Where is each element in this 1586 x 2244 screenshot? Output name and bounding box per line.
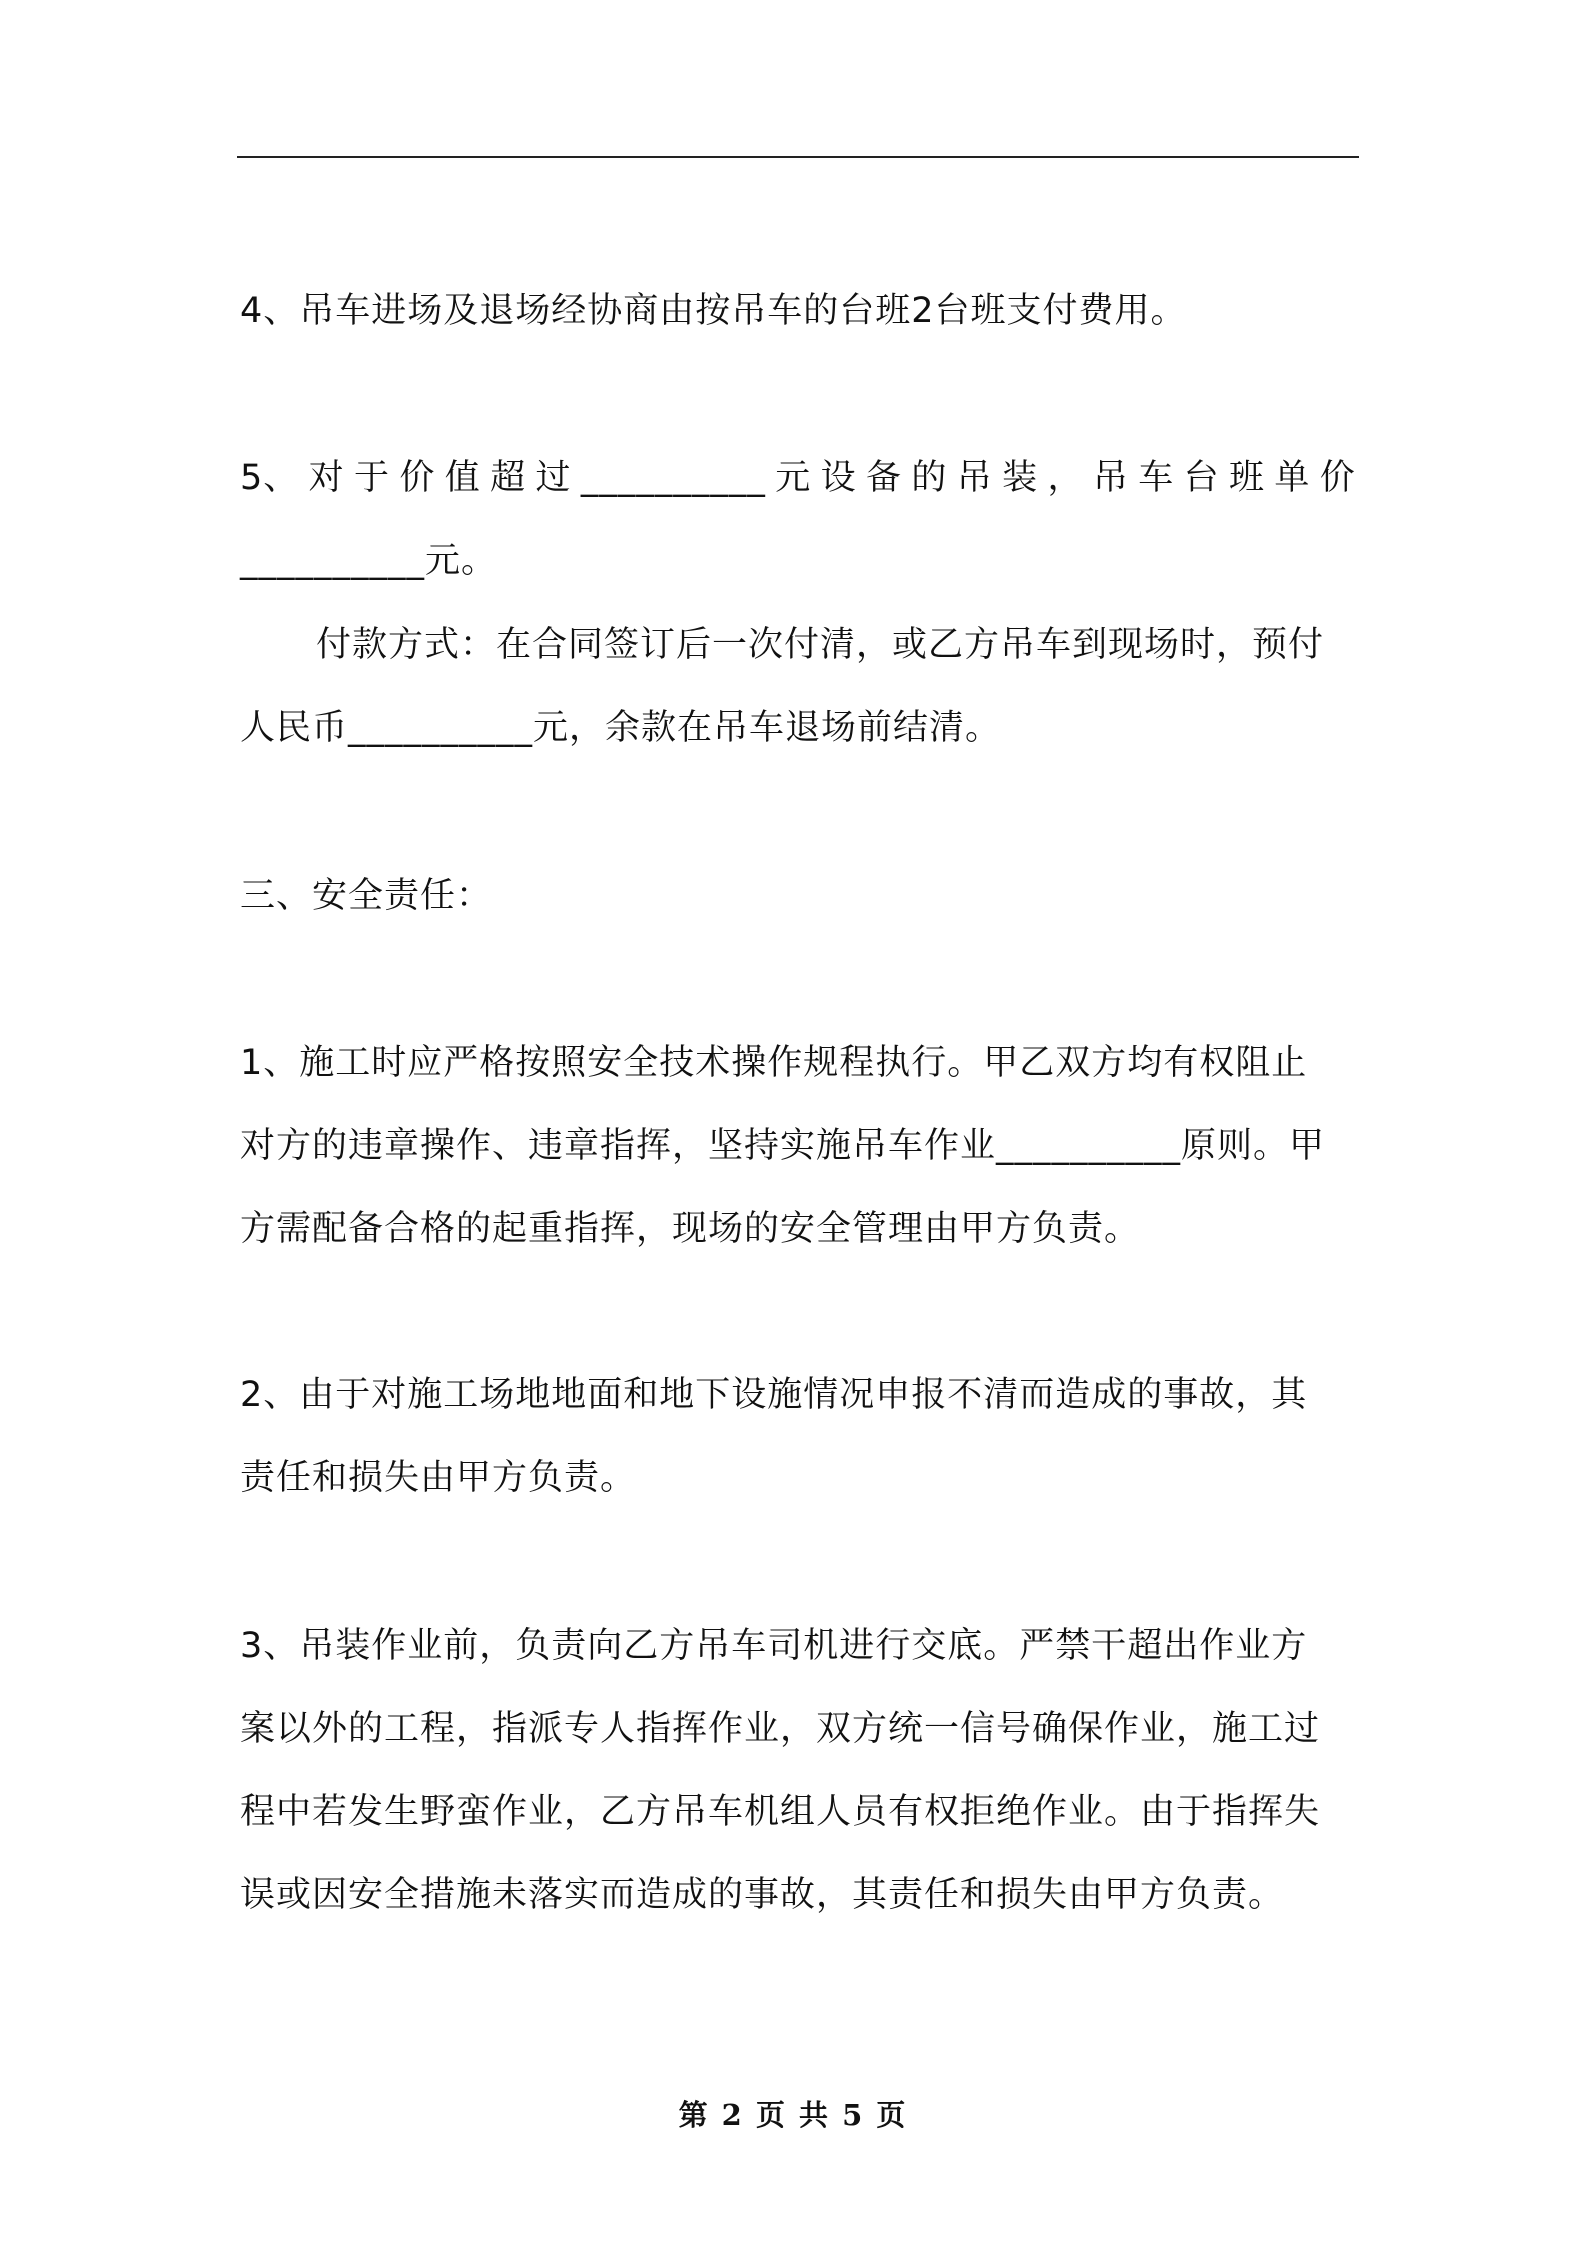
item-5-char: 对 bbox=[308, 458, 345, 498]
item-5-char: 价 bbox=[399, 458, 436, 498]
item-5-char: 装 bbox=[1002, 458, 1039, 498]
section-3-heading bbox=[240, 855, 1356, 938]
safety-3-line-1: 3、吊装作业前，负责向乙方吊车司机进行交底。严禁干超出作业方 bbox=[240, 1626, 1308, 1666]
item-5-line-2: __________元。 bbox=[240, 541, 498, 581]
item-5-char: ， bbox=[1047, 458, 1084, 498]
item-5-char: 车 bbox=[1138, 458, 1175, 498]
item-5-char: 台 bbox=[1183, 458, 1220, 498]
paragraph-safety-1 bbox=[240, 1022, 1356, 1271]
safety-3-line-3: 程中若发生野蛮作业，乙方吊车机组人员有权拒绝作业。由于指挥失 bbox=[240, 1792, 1321, 1832]
paragraph-safety-3 bbox=[240, 1605, 1356, 1937]
page-number-footer: 第 2 页 共 5 页 bbox=[678, 2098, 908, 2132]
safety-3-line-2: 案以外的工程，指派专人指挥作业，双方统一信号确保作业，施工过 bbox=[240, 1709, 1321, 1749]
item-4-text: 4、吊车进场及退场经协商由按吊车的台班2台班支付费用。 bbox=[240, 291, 1187, 331]
safety-2-line-2: 责任和损失由甲方负责。 bbox=[240, 1458, 637, 1498]
item-5-char: 价 bbox=[1319, 458, 1356, 498]
item-5-char: 值 bbox=[444, 458, 481, 498]
paragraph-safety-2 bbox=[240, 1354, 1356, 1520]
section-3-heading-text: 三、安全责任： bbox=[240, 876, 493, 916]
item-5-char: 备 bbox=[866, 458, 903, 498]
item-5-char: 吊 bbox=[956, 458, 993, 498]
safety-3-line-4: 误或因安全措施未落实而造成的事故，其责任和损失由甲方负责。 bbox=[240, 1875, 1285, 1915]
item-5-char: 设 bbox=[820, 458, 857, 498]
payment-line-2: 人民币__________元，余款在吊车退场前结清。 bbox=[240, 708, 1002, 748]
item-5-char: 超 bbox=[490, 458, 527, 498]
item-5-char: 元 bbox=[775, 458, 812, 498]
item-5-blank: __________ bbox=[580, 458, 766, 498]
safety-1-line-1: 1、施工时应严格按照安全技术操作规程执行。甲乙双方均有权阻止 bbox=[240, 1043, 1308, 1083]
item-5-line-1 bbox=[240, 437, 1356, 520]
item-5-char: 5、 bbox=[240, 458, 300, 498]
payment-line-1: 付款方式：在合同签订后一次付清，或乙方吊车到现场时，预付 bbox=[316, 625, 1325, 665]
paragraph-item-5 bbox=[240, 437, 1356, 603]
paragraph-item-4 bbox=[240, 270, 1356, 353]
safety-1-line-3: 方需配备合格的起重指挥，现场的安全管理由甲方负责。 bbox=[240, 1209, 1141, 1249]
item-5-char: 班 bbox=[1229, 458, 1266, 498]
header-rule bbox=[237, 156, 1359, 158]
item-5-char: 过 bbox=[535, 458, 572, 498]
item-5-char: 的 bbox=[911, 458, 948, 498]
safety-2-line-1: 2、由于对施工场地地面和地下设施情况申报不清而造成的事故，其 bbox=[240, 1375, 1308, 1415]
paragraph-payment-method bbox=[240, 604, 1356, 770]
item-5-char: 单 bbox=[1274, 458, 1311, 498]
safety-1-line-2: 对方的违章操作、违章指挥，坚持实施吊车作业__________原则。甲 bbox=[240, 1126, 1326, 1166]
item-5-char: 于 bbox=[354, 458, 391, 498]
item-5-char: 吊 bbox=[1092, 458, 1129, 498]
